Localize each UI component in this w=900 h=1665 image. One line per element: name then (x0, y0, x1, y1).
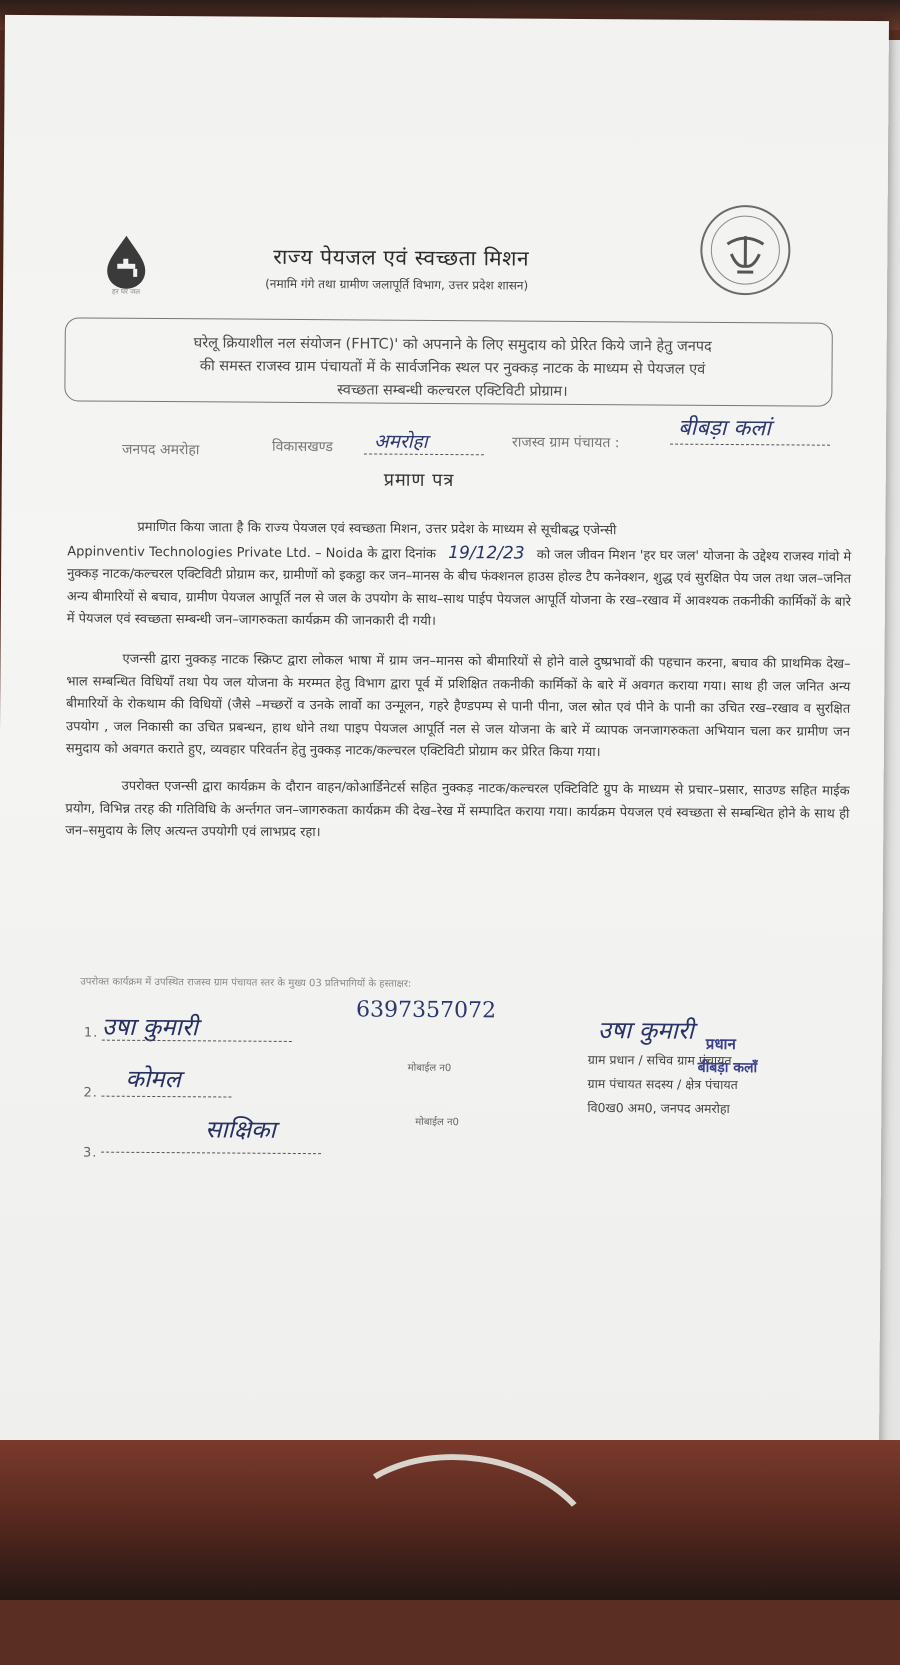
stamp-pradhan: प्रधान (705, 1034, 736, 1054)
certificate-heading: प्रमाण पत्र (383, 469, 455, 492)
participant-3-signature: साक्षिका (205, 1115, 276, 1144)
block-underline (364, 453, 484, 456)
paragraph-2 (66, 648, 851, 766)
document-page (0, 15, 889, 1451)
authority-designation: ग्राम प्रधान / सचिव ग्राम पंचायत (587, 1052, 732, 1069)
paragraph-3 (65, 775, 849, 848)
paragraph-text: एजन्सी द्वारा नुक्कड़ नाटक स्क्रिप्ट द्वारा लोकल भाषा में ग्राम जन–मानस को बीमारियों से होने वाले दुष्प्रभावों की पहचान करना, बचाव की प्राथमिक देख–भाल सम्बन्धित विधियाँ तथा पेय जल योजना के मरम्मत हेतु विभाग द्वारा पूर्व में प्रशिक्षित तकनीकी कार्मिकों के बारे में अवगत कराया गया। साथ ही जल जनित अन्य बीमारियों के रोकथाम की विधियों (जैसे –मच्छरों व उनके लार्वो का उन्मूलन, गहरे हैण्डपम्प से पानी पीना, जल स्रोत एवं पीने के पानी का उचित रख–रखाव व सुरक्षित उपयोग , जल निकासी का उचित प्रबन्धन, हाथ धोने तथा पाइप पेयजल आपूर्ति नल से जल योजना के बारे में व्यापक जनजागरुकता अभियान चला कर ग्रामीण जन समुदाय को अवगत कराते हुए, व्यवहार परिवर्तन हेतु नुक्कड़ नाटक/कल्चरल एक्टिविटी प्रोग्राम कर प्रेरित किया गया। (65, 651, 851, 761)
district-label: जनपद अमरोहा (121, 441, 200, 459)
participant-3-mobile-label: मोबाईल न0 (415, 1116, 459, 1129)
participants-intro: उपरोक्त कार्यक्रम में उपस्थित राजस्व ग्राम पंचायत स्तर के मुख्य 03 प्रतिभागियों के हस्ताक्षर: (80, 976, 412, 990)
document-title: राज्य पेयजल एवं स्वच्छता मिशन (273, 244, 530, 271)
participant-1-signature: उषा कुमारी (101, 1012, 198, 1042)
block-label: विकासखण्ड (271, 438, 333, 456)
paragraph-text: जल' योजना के उद्देश्य राजस्व गांवो मे नुक्कड़ नाटक/कल्चरल एक्टिविटी प्रोग्राम कर, ग्रामीणों को इकट्ठा कर जन–मानस के बीच फंक्शनल हाउस होल्ड टैप कनेक्शन, शुद्ध एवं सुरक्षित पेय जल तथा जल–जनित अन्य बीमारियों से बचाव, ग्रामीण पेयजल आपूर्ति नल से जल के उपयोग के साथ–साथ पाईप पेयजल आपूर्ति योजना के रख–रखाव में आवश्यक तकनीकी कार्मिकों के बारे में पेयजल एवं स्वच्छता सम्बन्धी जन–जागरुकता कार्यक्रम की जानकारी दी गयी। (66, 548, 852, 629)
document-subtitle: (नमामि गंगे तथा ग्रामीण जलापूर्ति विभाग, उत्तर प्रदेश शासन) (265, 276, 529, 293)
signature-line (101, 1152, 321, 1156)
up-govt-emblem (697, 202, 794, 299)
panchayat-value: बीबड़ा कलां (678, 415, 772, 442)
panchayat-underline (670, 444, 830, 447)
paragraph-text: प्रमाणित किया जाता है कि राज्य पेयजल एवं स्वच्छता मिशन, उत्तर प्रदेश के माध्यम से सूचीबद्ध एजेन्सी (137, 519, 617, 539)
participant-number: 3. (83, 1145, 98, 1161)
jal-mission-logo (91, 234, 162, 320)
participant-number: 1. (83, 1025, 99, 1041)
panchayat-label: राजस्व ग्राम पंचायत : (511, 434, 620, 452)
program-title-line: की समस्त राजस्व ग्राम पंचायतों में के सार्वजनिक स्थल पर नुक्कड़ नाटक के माध्यम से पेयजल एवं (199, 358, 706, 378)
emblem-icon (697, 202, 794, 299)
participant-number: 2. (83, 1085, 98, 1101)
program-title (72, 331, 832, 405)
paragraph-text: Appinventiv Technologies Private Ltd. – Noida के द्वारा दिनांक (67, 543, 437, 562)
water-drop-icon (91, 234, 161, 290)
signature-line (101, 1096, 231, 1099)
authority-signature-block (587, 1013, 828, 1117)
authority-designation: ग्राम पंचायत सदस्य / क्षेत्र पंचायत (587, 1076, 738, 1093)
paragraph-1 (67, 516, 852, 636)
participant-2-signature: कोमल (125, 1064, 181, 1094)
paragraph-text: उपरोक्त एजन्सी द्वारा कार्यक्रम के दौरान वाहन/कोआर्डिनेटर्स सहित नुक्कड़ नाटक/कल्चरल एक्टिविटि ग्रुप के माध्यम से प्रचार–प्रसार, साउण्ड सहित माईक प्रयोग, विभिन्न तरह की गतिविधि के अर्न्तगत जन–जागरुकता कार्यक्रम की देख–रेख में सम्पादित कराया गया। कार्यक्रम पेयजल एवं स्वच्छता से सम्बन्धित होने के साथ ही जन–समुदाय के लिए अत्यन्त उपयोगी एवं लाभप्रद रहा। (65, 778, 850, 841)
logo-caption: हर घर जल (112, 287, 141, 296)
participant-2-mobile-label: मोबाईल न0 (407, 1062, 452, 1075)
paragraph-text: को जल जीवन मिशन 'हर घर (536, 547, 673, 564)
stamp-village: बीबड़ा कलाँ (697, 1059, 758, 1077)
authority-address: वि0ख0 अम0, जनपद अमरोहा (587, 1100, 730, 1117)
event-date: 19/12/23 (448, 542, 525, 564)
program-title-line: स्वच्छता सम्बन्धी कल्चरल एक्टिविटी प्रोग्राम। (337, 382, 568, 400)
authority-signature: उषा कुमारी (597, 1016, 694, 1045)
block-value: अमरोहा (373, 430, 428, 453)
program-title-line: घरेलू क्रियाशील नल संयोजन (FHTC)' को अपनाने के लिए समुदाय को प्रेरित किये जाने हेतु जनपद (193, 335, 712, 355)
participant-1-mobile: 6397357072 (355, 997, 497, 1024)
